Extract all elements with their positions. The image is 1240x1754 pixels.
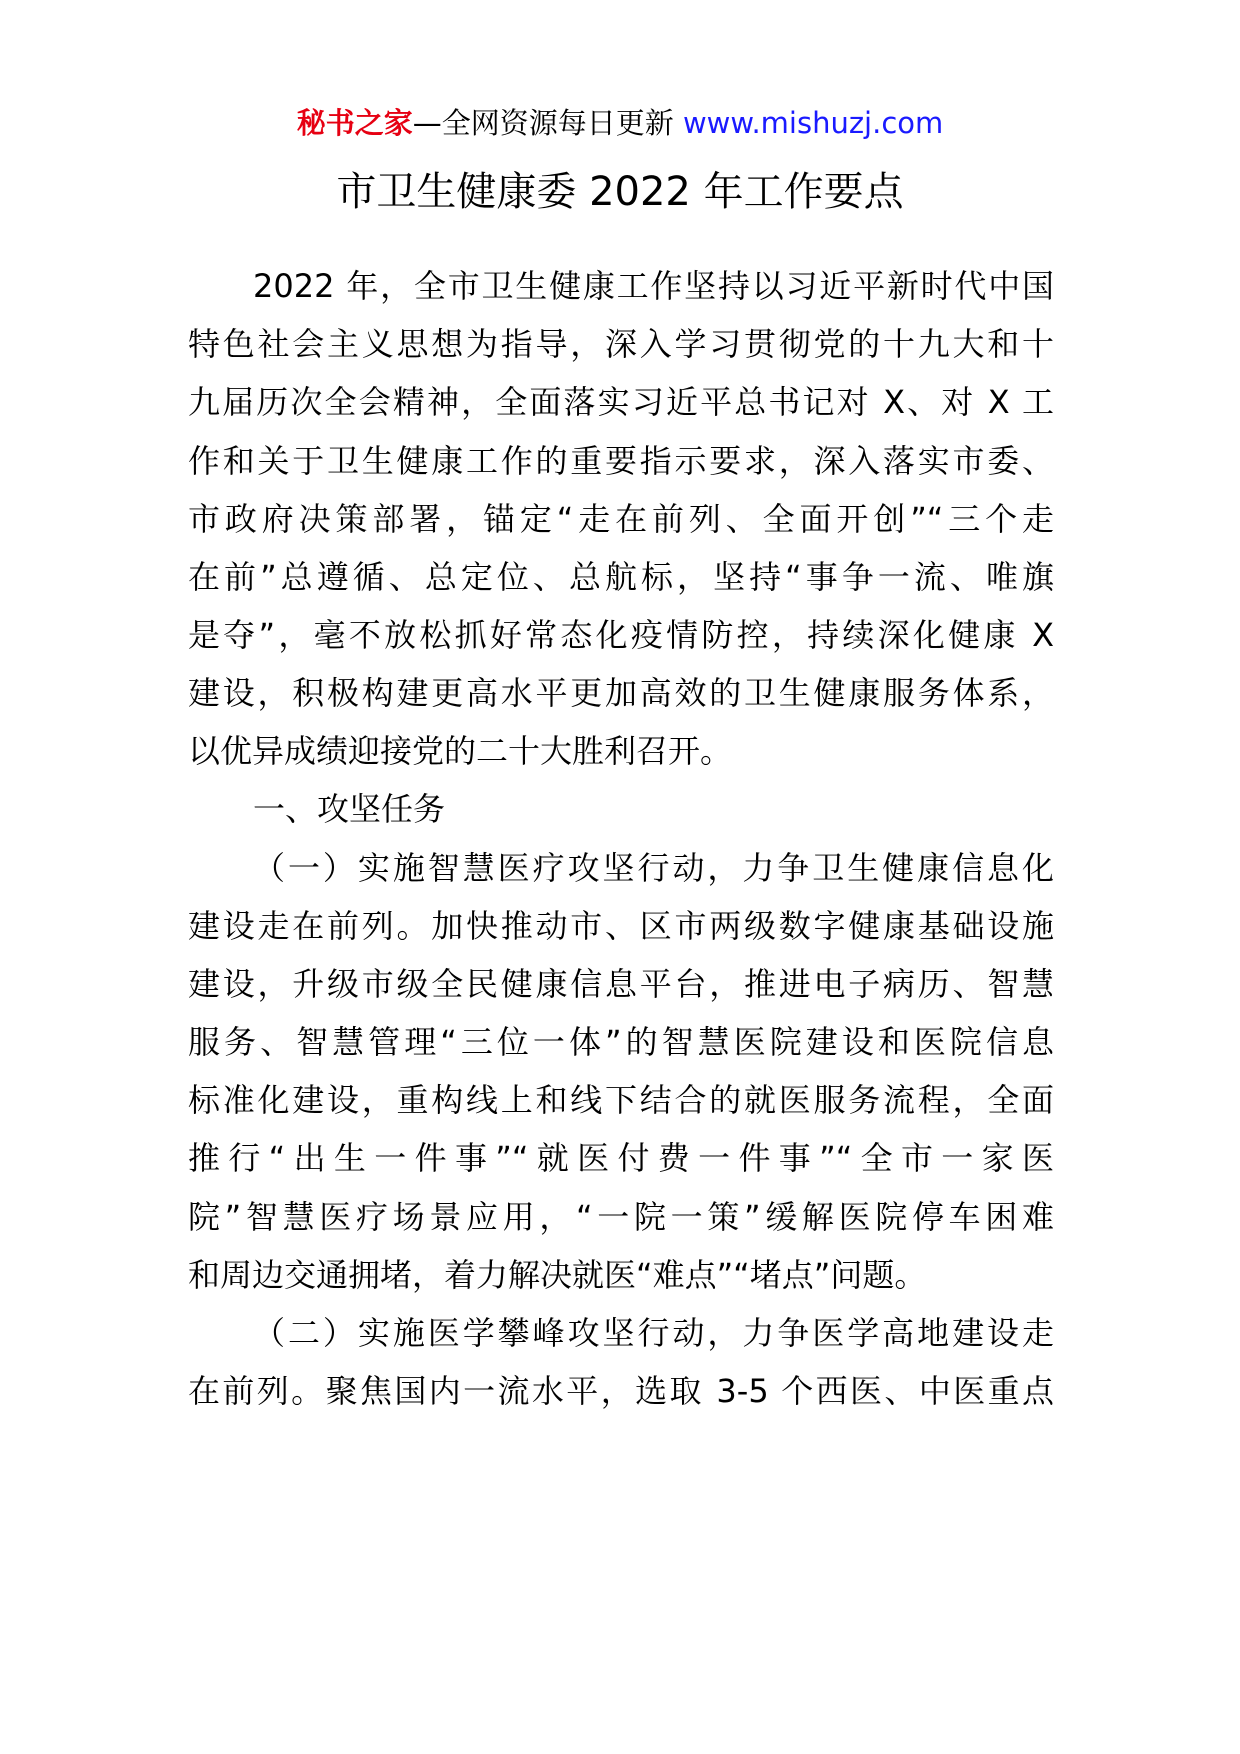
paragraph-line: 建设走在前列。加快推动市、区市两级数字健康基础设施 [188, 907, 1054, 945]
site-header [0, 101, 1240, 145]
brand-name: 秘书之家 [296, 106, 413, 140]
paragraph-line: 在前列。聚焦国内一流水平，选取 3-5 个西医、中医重点 [188, 1372, 1054, 1410]
paragraph-line: 2022 年，全市卫生健康工作坚持以习近平新时代中国 [253, 267, 1054, 305]
paragraph-line: 以优异成绩迎接党的二十大胜利召开。 [188, 732, 733, 770]
paragraph-line: （一）实施智慧医疗攻坚行动，力争卫生健康信息化 [253, 849, 1054, 887]
header-slogan: —全网资源每日更新 [412, 106, 683, 140]
paragraph-line: 和周边交通拥堵，着力解决就医“难点”“堵点”问题。 [188, 1256, 927, 1294]
paragraph-line: 市政府决策部署，锚定“走在前列、全面开创”“三个走 [188, 500, 1054, 538]
paragraph-line: （二）实施医学攀峰攻坚行动，力争医学高地建设走 [253, 1314, 1054, 1352]
site-url-link[interactable]: www.mishuzj.com [682, 106, 944, 140]
paragraph-line: 院”智慧医疗场景应用，“一院一策”缓解医院停车困难 [188, 1198, 1054, 1236]
paragraph-line: 服务、智慧管理“三位一体”的智慧医院建设和医院信息 [188, 1023, 1054, 1061]
paragraph-line: 作和关于卫生健康工作的重要指示要求，深入落实市委、 [188, 442, 1054, 480]
paragraph-line: 建设，升级市级全民健康信息平台，推进电子病历、智慧 [188, 965, 1054, 1003]
paragraph-line: 在前”总遵循、总定位、总航标，坚持“事争一流、唯旗 [188, 558, 1054, 596]
paragraph-line: 推行“出生一件事”“就医付费一件事”“全市一家医 [188, 1139, 1054, 1177]
paragraph-line: 建设，积极构建更高水平更加高效的卫生健康服务体系， [188, 674, 1054, 712]
document-title: 市卫生健康委 2022 年工作要点 [336, 169, 904, 215]
paragraph-line: 标准化建设，重构线上和线下结合的就医服务流程，全面 [188, 1081, 1054, 1119]
section-heading: 一、攻坚任务 [253, 790, 446, 828]
paragraph-line: 特色社会主义思想为指导，深入学习贯彻党的十九大和十 [188, 325, 1054, 363]
paragraph-line: 九届历次全会精神，全面落实习近平总书记对 X、对 X 工 [188, 383, 1054, 421]
paragraph-line: 是夺”，毫不放松抓好常态化疫情防控，持续深化健康 X [188, 616, 1054, 654]
